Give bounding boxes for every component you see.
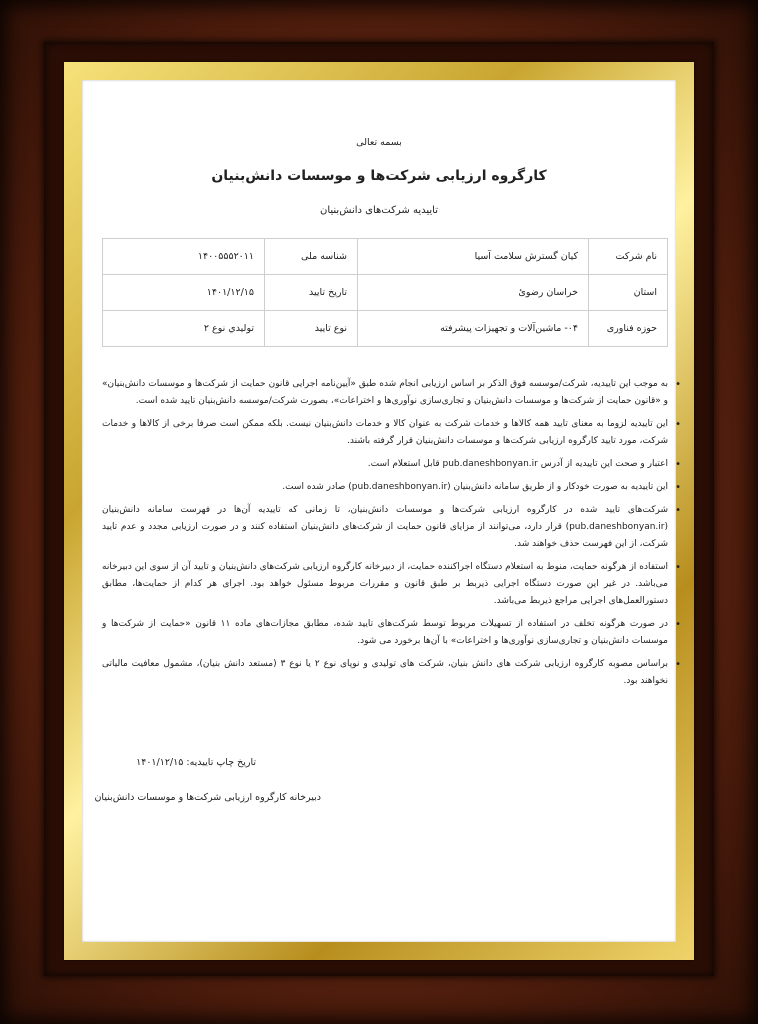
list-item: • این تاییدیه لزوما به معنای تایید همه کالاها و خدمات شرکت به عنوان کالا و خدمات دانش‌بنیان نیست. بلکه ممکن است صرفا برخی از کالاها و خدمات شرکت، مورد تایید کارگروه ارزیابی شرکت‌ها و موسسات دانش‌بنیان قرار گرفته باشند. (102, 416, 668, 450)
list-item: • اعتبار و صحت این تاییدیه از آدرس pub.daneshbonyan.ir قابل استعلام است. (102, 456, 668, 473)
list-item: • استفاده از هرگونه حمایت، منوط به استعلام دستگاه اجراکننده حمایت، از دبیرخانه کارگروه ارزیابی شرکت‌های دانش‌بنیان و تایید آن از سوی این دبیرخانه می‌باشد. در غیر این صورت دستگاه اجرایی ذیربط بر طبق قانون و مقررات مربوط مسئول خواهد بود. اجرای هر کدام از حمایت‌ها، مطابق دستورالعمل‌های اجرایی مراجع ذیربط می‌باشد. (102, 559, 668, 610)
province-label: استان (589, 275, 668, 311)
list-item: • در صورت هرگونه تخلف در استفاده از تسهیلات مربوط توسط شرکت‌های تایید شده، مطابق مجازات‌های ماده ۱۱ قانون «حمایت از شرکت‌ها و موسسات دانش‌بنیان و تجاری‌سازی نوآوری‌ها و اختراعات» با آن‌ها برخورد می شود. (102, 616, 668, 650)
table-row (103, 311, 668, 347)
province-value: خراسان رضوئ (358, 275, 589, 311)
certificate-paper (82, 80, 676, 942)
approval-date-value: ۱۴۰۱/۱۲/۱۵ (103, 275, 265, 311)
company-name-label: نام شرکت (589, 239, 668, 275)
list-item: • شرکت‌های تایید شده در کارگروه ارزیابی شرکت‌ها و موسسات دانش‌بنیان، تا زمانی که تاییدیه آن‌ها در فهرست سامانه دانش‌بنیان (pub.daneshbonyan.ir) قرار دارد، می‌توانند از مزایای قانون حمایت از شرکت‌های دانش‌بنیان استفاده کنند و در صورت ارزیابی مجدد و عدم تایید شرکت، از این فهرست حذف خواهند شد. (102, 502, 668, 553)
tech-field-label: حوزه فناوری (589, 311, 668, 347)
table-row (103, 239, 668, 275)
approval-date-label: تاریخ تایید (265, 275, 358, 311)
basmala: بسمه تعالی (356, 137, 402, 148)
list-item: • به موجب این تاییدیه، شرکت/موسسه فوق الذکر بر اساس ارزیابی انجام شده طبق «آیین‌نامه اجرایی قانون حمایت از شرکت‌ها و موسسات دانش‌بنیان» و «قانون حمایت از شرکت‌ها و موسسات دانش‌بنیان و تجاری‌سازی نوآوری‌ها و اختراعات»، بصورت شرکت/موسسه دانش‌بنیان تایید شده است. (102, 376, 668, 410)
notes-list (102, 376, 684, 696)
national-id-label: شناسه ملی (265, 239, 358, 275)
list-item: • این تاییدیه به صورت خودکار و از طریق سامانه دانش‌بنیان (pub.daneshbonyan.ir) صادر شده است. (102, 479, 668, 496)
secretariat-signature: دبیرخانه کارگروه ارزیابی شرکت‌ها و موسسات دانش‌بنیان (94, 792, 321, 803)
table-row (103, 275, 668, 311)
print-date: تاریخ چاپ تاییدیه: ۱۴۰۱/۱۲/۱۵ (136, 757, 256, 768)
national-id-value: ۱۴۰۰۵۵۵۲۰۱۱ (103, 239, 265, 275)
approval-type-value: تولیدي نوع ۲ (103, 311, 265, 347)
certificate-title: کارگروه ارزیابی شرکت‌ها و موسسات دانش‌بنیان (211, 168, 547, 184)
tech-field-value: ۰۴- ماشین‌آلات و تجهیزات پیشرفته (358, 311, 589, 347)
certificate-subtitle: تاییدیه شرکت‌های دانش‌بنیان (320, 205, 438, 216)
company-name-value: کیان گسترش سلامت آسیا (358, 239, 589, 275)
approval-type-label: نوع تایید (265, 311, 358, 347)
company-info-table (102, 238, 668, 347)
list-item: • براساس مصوبه کارگروه ارزیابی شرکت های دانش بنیان، شرکت های تولیدی و نوپای نوع ۲ یا نوع ۳ (مستعد دانش بنیان)، مشمول معافیت مالیاتی نخواهند بود. (102, 656, 668, 690)
